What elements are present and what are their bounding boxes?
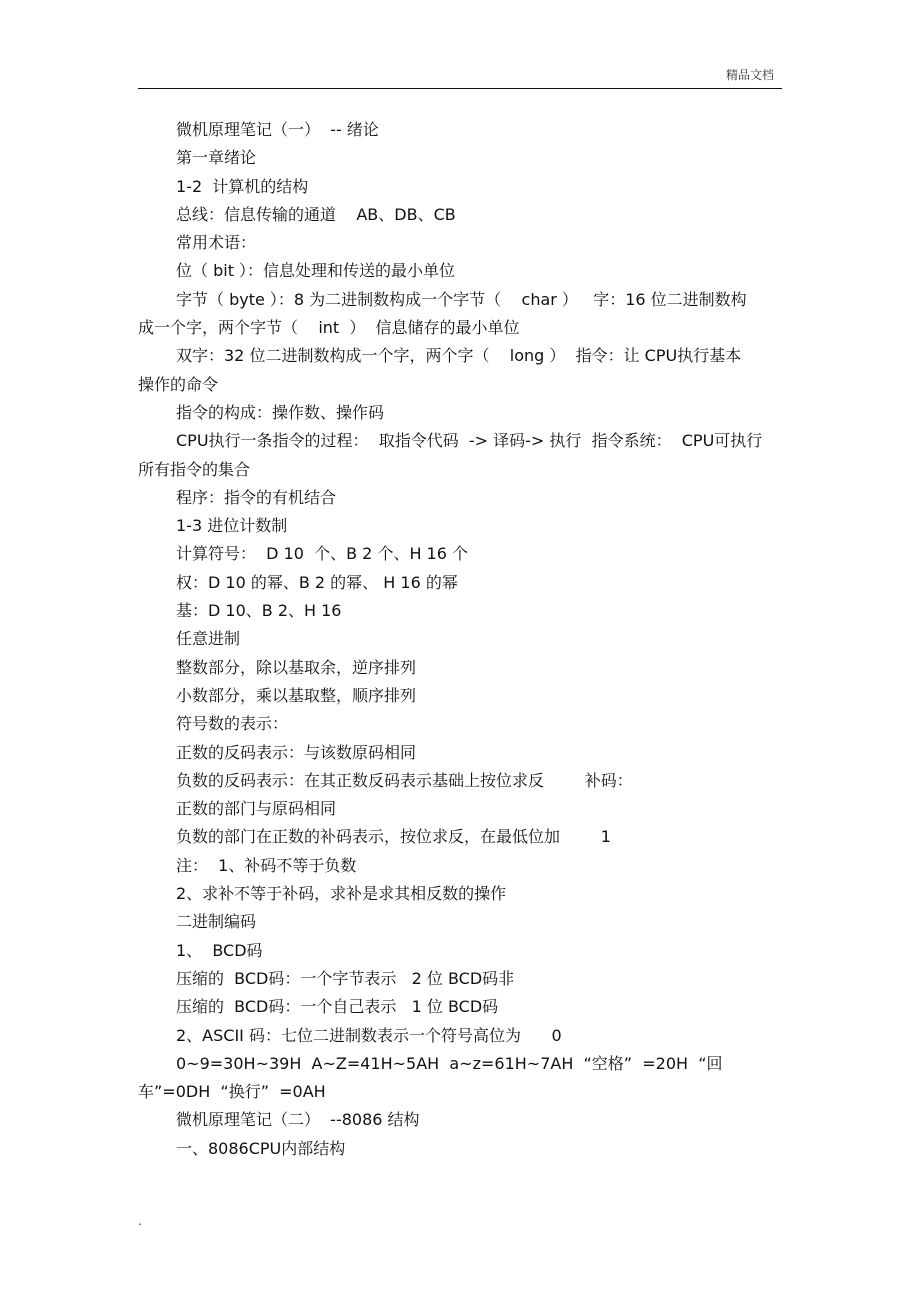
text-line: 计算符号： D 10 个、B 2 个、H 16 个 [176,544,469,564]
text-line: 总线：信息传输的通道 AB、DB、CB [176,204,456,224]
header-divider [138,88,782,89]
text-line: 整数部分，除以基取余，逆序排列 [176,657,417,677]
page-header-label: 精品文档 [725,68,774,82]
text-line: 第一章绪论 [176,148,257,168]
text-line: 权：D 10 的幂、B 2 的幂、 H 16 的幂 [176,572,458,592]
text-line: 一、8086CPU内部结构 [176,1138,346,1158]
text-line: 正数的反码表示：与该数原码相同 [176,742,417,762]
text-line: 二进制编码 [176,912,257,932]
text-line: 任意进制 [176,629,241,649]
text-line: 2、ASCII 码：七位二进制数表示一个符号高位为 0 [176,1025,562,1045]
text-line: 所有指令的集合 [138,459,251,479]
text-line: 负数的部门在正数的补码表示，按位求反，在最低位加 1 [176,827,611,847]
text-line: 双字：32 位二进制数构成一个字，两个字（ long ） 指令：让 CPU执行基本 [176,346,742,366]
text-line: 指令的构成：操作数、操作码 [176,402,385,422]
text-line: 1、 BCD码 [176,940,263,960]
text-line: 常用术语： [176,233,257,253]
text-line: 基：D 10、B 2、H 16 [176,601,342,621]
text-line: 2、求补不等于补码，求补是求其相反数的操作 [176,884,507,904]
document-body [138,116,782,1163]
footer-mark: . [138,1214,142,1228]
text-line: 程序：指令的有机结合 [176,487,337,507]
text-line: 1-3 进位计数制 [176,516,288,536]
text-line: 压缩的 BCD码：一个自己表示 1 位 BCD码 [176,997,499,1017]
text-line: 微机原理笔记（一） -- 绪论 [176,120,379,139]
text-line: 负数的反码表示：在其正数反码表示基础上按位求反 补码： [176,770,633,790]
text-line: 1-2 计算机的结构 [176,176,309,196]
text-line: 操作的命令 [138,374,219,394]
text-line: 小数部分，乘以基取整，顺序排列 [176,685,417,705]
text-line: 字节（ byte ）：8 为二进制数构成一个字节（ char ） 字：16 位二进制数构 [176,289,747,309]
text-line: 正数的部门与原码相同 [176,799,337,819]
text-line: 微机原理笔记（二） --8086 结构 [176,1110,420,1130]
text-line: 0~9=30H~39H A~Z=41H~5AH a~z=61H~7AH “空格” =20H “回 [176,1053,723,1073]
text-line: 压缩的 BCD码：一个字节表示 2 位 BCD码非 [176,968,515,988]
text-line: 位（ bit ）：信息处理和传送的最小单位 [176,261,456,281]
text-line: 车”=0DH “换行” =0AH [138,1082,326,1102]
text-line: 成一个字，两个字节（ int ） 信息储存的最小单位 [138,318,520,338]
text-line: 注： 1、补码不等于负数 [176,855,357,875]
text-line: CPU执行一条指令的过程： 取指令代码 -> 译码-> 执行 指令系统： CPU可执行 [176,431,763,451]
text-line: 符号数的表示： [176,714,289,734]
